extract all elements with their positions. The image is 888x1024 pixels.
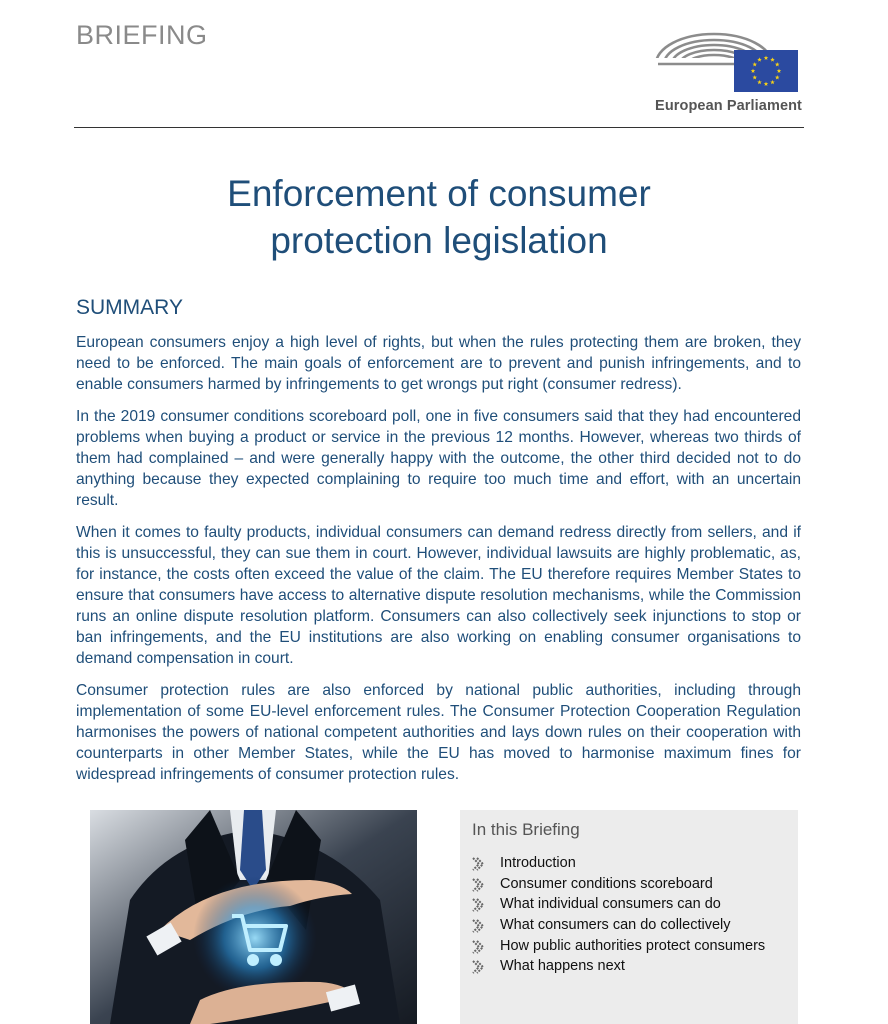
- summary-body: [76, 332, 801, 796]
- title-line: protection legislation: [270, 220, 608, 261]
- briefing-contents-item[interactable]: [472, 874, 765, 895]
- briefing-contents-label: What individual consumers can do: [500, 896, 721, 913]
- logo-text: European Parliament: [655, 98, 802, 114]
- briefing-contents-label: What consumers can do collectively: [500, 917, 731, 934]
- briefing-contents-item[interactable]: [472, 956, 765, 977]
- chevron-right-icon: [472, 919, 486, 933]
- briefing-contents-item[interactable]: [472, 894, 765, 915]
- chevron-right-icon: [472, 940, 486, 954]
- european-parliament-logo: [652, 24, 802, 124]
- cover-photo: [90, 810, 417, 1024]
- briefing-contents-list: [472, 853, 765, 977]
- chevron-right-icon: [472, 857, 486, 871]
- briefing-contents-label: Introduction: [500, 855, 576, 871]
- in-this-briefing-box: [460, 810, 798, 1024]
- summary-paragraph: When it comes to faulty products, individual consumers can demand redress directly from sellers, and if this is unsuccessful, they can sue them in court. However, individual lawsuits are highly problematic, as, for instance, the costs often exceed the value of the claim. The EU therefore requires Member States to ensure that consumers have access to alternative dispute resolution mechanisms, while the Commission runs an online dispute resolution platform. Consumers can also collectively seek injunctions to stop or ban infringements, and the EU institutions are also working on enabling consumer organisations to demand compensation in court.: [76, 524, 801, 667]
- parliament-hemicycle-icon: [652, 24, 802, 96]
- header-divider: [74, 127, 804, 128]
- chevron-right-icon: [472, 960, 486, 974]
- title-line: Enforcement of consumer: [227, 173, 651, 214]
- briefing-contents-label: How public authorities protect consumers: [500, 937, 766, 954]
- chevron-right-icon: [472, 898, 486, 912]
- summary-paragraph: In the 2019 consumer conditions scoreboard poll, one in five consumers said that they had encountered problems when buying a product or service in the previous 12 months. However, whereas two thirds of them had complained – and were generally happy with the outcome, the other third decided not to do anything because they expected complaining to require too much time and effort, with an uncertain result.: [76, 408, 801, 509]
- briefing-contents-label: What happens next: [500, 958, 625, 975]
- summary-paragraph: European consumers enjoy a high level of rights, but when the rules protecting them are broken, they need to be enforced. The main goals of enforcement are to prevent and punish infringements, and to enable consumers harmed by infringements to get wrongs put right (consumer redress).: [76, 334, 801, 393]
- summary-paragraph: Consumer protection rules are also enforced by national public authorities, including through implementation of some EU-level enforcement rules. The Consumer Protection Cooperation Regulation harmonises the powers of national competent authorities and lays down rules on their cooperation with counterparts in other Member States, while the EU has moved to harmonise maximum fines for widespread infringements of consumer protection rules.: [76, 682, 801, 783]
- document-type-label: BRIEFING: [76, 20, 208, 50]
- chevron-right-icon: [472, 878, 486, 892]
- briefing-contents-label: Consumer conditions scoreboard: [500, 875, 713, 892]
- briefing-contents-item[interactable]: [472, 936, 765, 957]
- briefing-contents-item[interactable]: [472, 853, 765, 874]
- summary-heading: SUMMARY: [76, 296, 183, 319]
- in-this-briefing-title: In this Briefing: [472, 820, 580, 839]
- briefing-contents-item[interactable]: [472, 915, 765, 936]
- page-title: [74, 170, 804, 264]
